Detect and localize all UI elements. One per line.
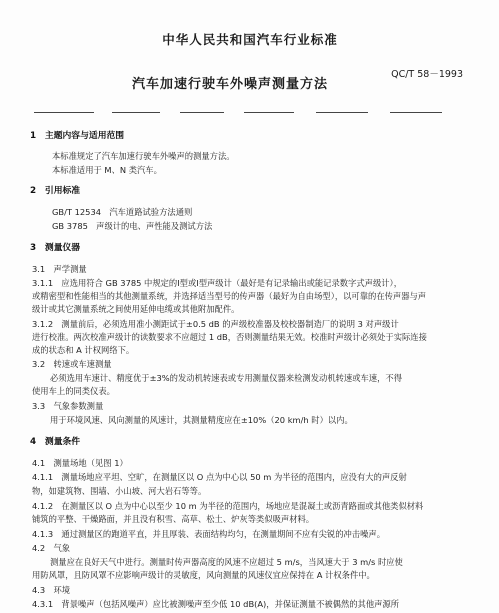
paragraph: 用防风罩，且防风罩不应影响声级计的灵敏度，风向测量的风速仪宜应保持在 A 计权条件中。 xyxy=(32,570,375,580)
subsection-heading: 4.2 气象 xyxy=(32,543,71,553)
subsection-heading: 3.1 声学测量 xyxy=(32,264,87,274)
section-heading: 4 测量条件 xyxy=(30,437,81,447)
paragraph: 级计或其它测量系统之间使用延伸电缆或其他附加配件。 xyxy=(32,304,240,314)
paragraph: 必须选用车速计、精度优于±3%的发动机转速表或专用测量仪器来检测发动机转速或车速，不得 xyxy=(50,373,402,383)
rule-segment xyxy=(244,112,294,113)
paragraph: 物，如建筑物、围墙、小山坡、河大岩石等等。 xyxy=(32,486,207,496)
subsection-heading: 4.3 环境 xyxy=(32,585,71,595)
rule-segment xyxy=(180,112,224,113)
paragraph: 4.3.1 背景噪声（包括风噪声）应比被测噪声至少低 10 dB(A)，并保证测量不被偶然的其他声源所 xyxy=(32,599,400,609)
section-heading: 1 主题内容与适用范围 xyxy=(30,131,125,141)
standard-code: QC/T 58－1993 xyxy=(391,69,463,80)
subsection-heading: 3.3 气象参数测量 xyxy=(32,401,104,411)
subsection-heading: 4.1 测量场地（见图 1） xyxy=(32,458,128,468)
paragraph: 本标准规定了汽车加速行驶车外噪声的测量方法。 xyxy=(52,151,235,161)
paragraph: 成的状态和 A 计权网络下。 xyxy=(32,345,135,355)
subsection-heading: 3.2 转速或车速测量 xyxy=(32,359,112,369)
paragraph: 铺筑的平整、干燥路面，并且没有积雪、高草、松土、炉灰等类似吸声材料。 xyxy=(32,514,315,524)
paragraph: 4.1.2 在测量区以 O 点为中心以至少 10 m 为半径的范围内，场地应是混凝土或沥青路面或其他类似材料 xyxy=(32,501,424,511)
paragraph: 用于环境风速、风向测量的风速计，其测量精度应在±10%（20 km/h 时）以内。 xyxy=(50,415,353,425)
paragraph: 4.1.1 测量场地应平坦、空旷，在测量区以 O 点为中心以 50 m 为半径的范围内，应没有大的声反射 xyxy=(32,472,407,482)
rule-segment xyxy=(34,112,94,113)
paragraph: 使用车上的同类仪表。 xyxy=(32,386,115,396)
document-title: 汽车加速行驶车外噪声测量方法 xyxy=(131,77,328,92)
section-heading: 2 引用标准 xyxy=(30,186,81,196)
paragraph: 本标准适用于 M、N 类汽车。 xyxy=(52,165,162,175)
paragraph: 3.1.2 测量前后，必须选用准小测距试于±0.5 dB 的声级校准器及校校器制造厂的说明 3 对声级计 xyxy=(32,319,399,329)
reference-item: GB 3785 声级计的电、声性能及测试方法 xyxy=(52,221,213,231)
paragraph: 3.1.1 应选用符合 GB 3785 中规定的Ⅰ型或Ⅰ型声级计（最好是有记录输出或能记录数字式声级计）， xyxy=(32,278,402,288)
rule-segment xyxy=(112,112,160,113)
section-heading: 3 测量仪器 xyxy=(30,243,81,253)
rule-segment xyxy=(390,112,442,113)
title-rule xyxy=(34,110,474,116)
reference-item: GB/T 12534 汽车道路试验方法通则 xyxy=(52,207,193,217)
paragraph: 或精密型和性能相当的其他测量系统，并选择适当型号的传声器（最好为自由场型），以可靠的在传声器与声 xyxy=(32,291,427,301)
paragraph: 4.1.3 通过测量区的跑道平直，并且厚装、表面结构均匀，在测量期间不应有尖锐的冲击噪声。 xyxy=(32,529,385,539)
paragraph: 进行校准。两次校准声级计的读数要求不应超过 1 dB，否则测量结果无效。校准时声级计必须处于实际连接 xyxy=(32,332,427,342)
standard-organization-heading: 中华人民共和国汽车行业标准 xyxy=(162,32,338,47)
paragraph: 测量应在良好天气中进行。测量时传声器高度的风速不应超过 5 m/s，当风速大于 3 m/s 时应使 xyxy=(50,557,403,567)
rule-segment xyxy=(316,112,368,113)
